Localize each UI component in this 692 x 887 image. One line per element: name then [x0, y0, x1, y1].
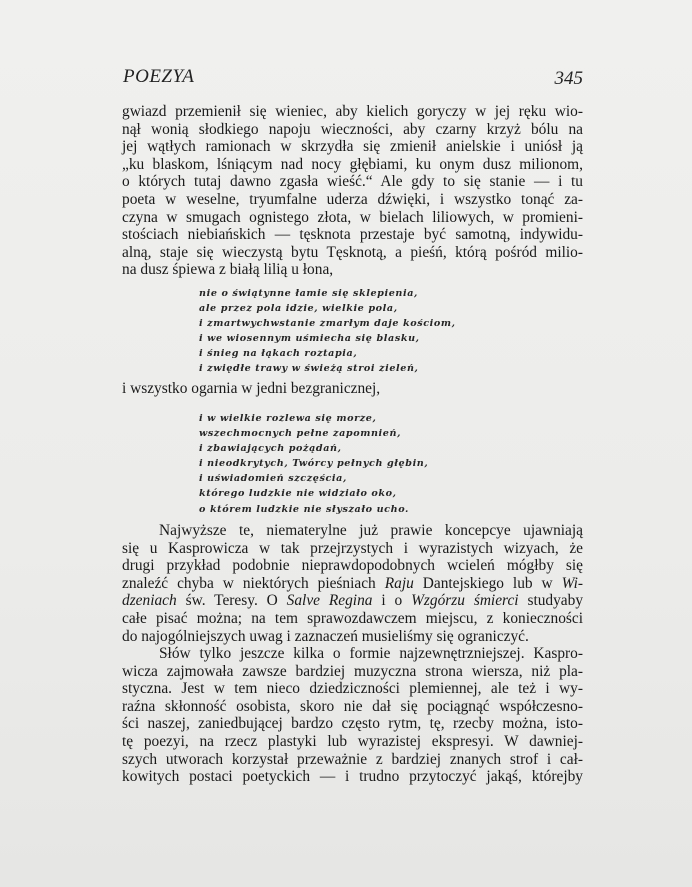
text-line: jej wątłych ramionach w skrzydła się zmienił anielskie i uniósł ją: [122, 138, 583, 156]
verse-line: i nieodkrytych, Twórcy pełnych głębin,: [199, 458, 429, 470]
text-line: Najwyższe te, niematerylne już prawie koncepcye ujawniają: [159, 522, 583, 539]
paragraph-1: [122, 103, 583, 279]
text-line: się u Kasprowicza w tak przejrzystych i wyrazistych wizyach, że: [122, 539, 583, 557]
text-line: alną, staje się wieczystą bytu Tęsknotą, a pieśń, którą pośród milio-: [122, 243, 583, 261]
title-widzeniach-part2: dzeniach: [122, 592, 177, 610]
verse-line: o którem ludzkie nie słyszało ucho.: [199, 503, 409, 515]
running-title: POEZYA: [123, 66, 195, 87]
verse-line: i we wiosennym uśmiecha się blasku,: [199, 333, 420, 345]
text-line: i wszystko ogarnia w jedni bezgranicznej,: [122, 380, 381, 397]
paragraph-3: [122, 645, 583, 786]
title-widzeniach-part1: Wi-: [561, 574, 583, 592]
title-wzgorzu-smierci: Wzgórzu śmierci: [411, 592, 519, 610]
text-line: nął wonią słodkiego napoju wieczności, aby czarny krzyż bólu na: [122, 120, 583, 138]
text-line: raźna skłonność osobista, skoro nie dał się pociągnąć współczesno-: [122, 697, 583, 715]
verse-block-1: [199, 286, 456, 377]
text-run: i o: [372, 592, 412, 610]
text-run: św. Teresy. O: [176, 592, 287, 610]
text-line: [122, 592, 583, 610]
text-line: całe pisać można; na tem sprawozdawczem miejscu, z konieczności: [122, 609, 583, 627]
text-line: ści naszej, zaniedbującej bardzo często rytm, tę, rzecby można, isto-: [122, 715, 583, 733]
text-line: „ku blaskom, lśniącym nad nocy głębiami, ku onym dusz milionom,: [122, 155, 583, 173]
verse-line: wszechmocnych pełne zapomnień,: [199, 428, 402, 440]
text-line: drugi przykład podobnie nieprawdopodobnych wcieleń mógłby się: [122, 557, 583, 575]
bridge-paragraph: [122, 380, 583, 398]
text-line: czyna w smugach ognistego złota, w bielach liliowych, w promieni-: [122, 208, 583, 226]
verse-line: i śnieg na łąkach roztapia,: [199, 348, 358, 360]
text-line: szych utworach korzystał przeważnie z bardziej znanych strof i cał-: [122, 750, 583, 768]
text-line: styczna. Jest w tem nieco dziedziczności plemiennej, ale też i wy-: [122, 680, 583, 698]
text-line: o których tutaj dawno zgasła wieść.“ Ale gdy to się stanie — i tu: [122, 173, 583, 191]
verse-line: i zmartwychwstanie zmarłym daje kościom,: [199, 318, 456, 330]
verse-line: nie o świątynne łamie się sklepienia,: [199, 288, 418, 299]
text-line: tę poezyi, na rzecz plastyki lub wyrazistej ekspresyi. W dawniej-: [122, 732, 583, 750]
verse-line: i zbawiających pożądań,: [199, 443, 342, 455]
text-line: Słów tylko jeszcze kilka o formie najzewnętrzniejszej. Kaspro-: [159, 645, 583, 662]
text-line: gwiazd przemienił się wieniec, aby kielich goryczy w jej ręku wio-: [122, 103, 583, 120]
text-line: kowitych postaci poetyckich — i trudno przytoczyć jakąś, którejby: [122, 768, 583, 786]
verse-block-2: [199, 411, 428, 517]
title-salve-regina: Salve Regina: [286, 592, 373, 610]
text-line: wicza zajmowała zawsze bardziej muzyczna strona wiersza, niż pla-: [122, 662, 583, 680]
paragraph-2: [122, 522, 583, 645]
page-header: [123, 64, 583, 94]
title-raju: Raju: [384, 574, 414, 592]
text-run: Dantejskiego lub w: [413, 574, 562, 592]
text-line: do najogólniejszych uwag i zaznaczeń musieliśmy się ograniczyć.: [122, 627, 529, 645]
verse-line: którego ludzkie nie widziało oko,: [199, 488, 397, 500]
text-line: na dusz śpiewa z białą lilią u łona,: [122, 261, 334, 279]
verse-line: i zwiędłe trawy w świeżą stroi zieleń,: [199, 363, 419, 375]
text-run: znaleźć chyba w niektórych pieśniach: [122, 574, 385, 592]
verse-line: i w wielkie rozlewa się morze,: [199, 413, 377, 424]
text-line: poeta w weselne, tryumfalne uderza dźwięki, i wszystko tonąć za-: [122, 190, 583, 208]
text-run: studyaby: [518, 592, 584, 610]
page-number: 345: [554, 68, 583, 89]
text-line: stościach niebiańskich — tęsknota przestaje być samotną, indywidu-: [122, 226, 583, 244]
verse-line: ale przez pola idzie, wielkie pola,: [199, 303, 398, 315]
verse-line: i uświadomień szczęścia,: [199, 473, 347, 485]
text-line: [122, 575, 583, 593]
